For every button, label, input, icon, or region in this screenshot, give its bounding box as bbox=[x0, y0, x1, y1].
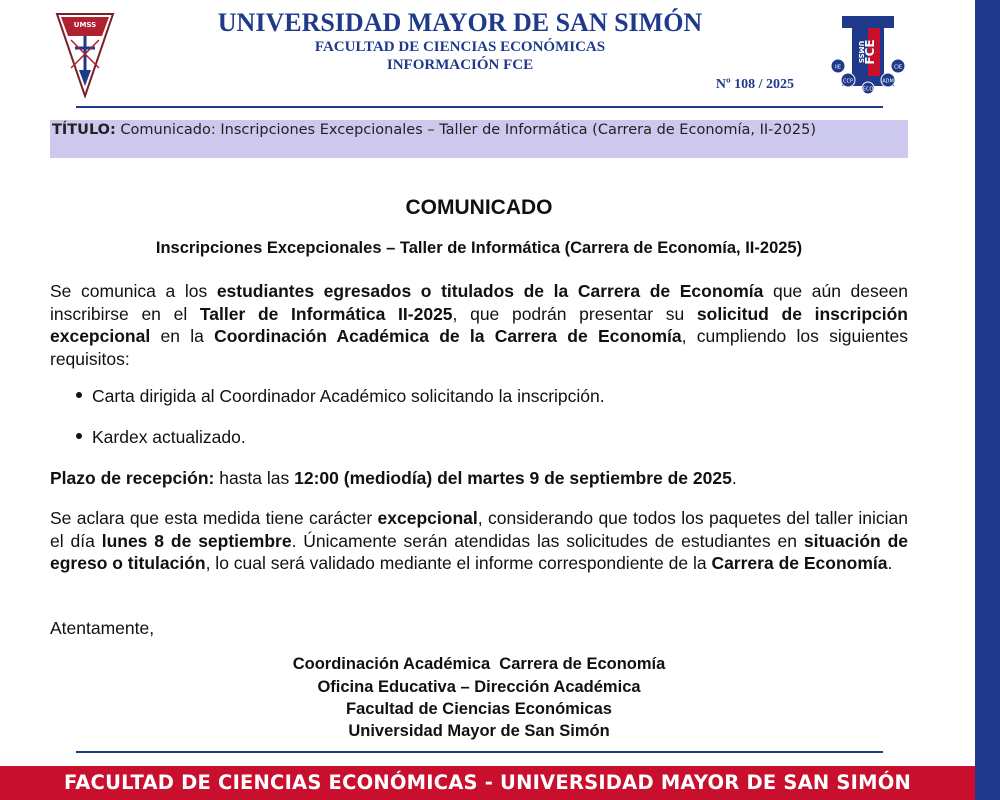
communique-subheading: Inscripciones Excepcionales – Taller de Informática (Carrera de Economía, II-2025) bbox=[155, 239, 803, 257]
header-divider bbox=[76, 106, 883, 108]
emphasis-text: Carrera de Economía bbox=[711, 553, 888, 573]
right-accent-bar bbox=[975, 0, 1000, 800]
title-label: TÍTULO: bbox=[52, 122, 116, 138]
signature-line: Facultad de Ciencias Económicas bbox=[346, 700, 612, 718]
fce-badge-3: CCP bbox=[843, 78, 853, 85]
fce-badge-5: ADM bbox=[882, 78, 894, 85]
body-text: Se comunica a los bbox=[50, 281, 217, 301]
body-text: en la bbox=[150, 326, 215, 346]
requirement-item bbox=[76, 427, 246, 448]
faculty-name: FACULTAD DE CIENCIAS ECONÓMICAS bbox=[314, 39, 606, 55]
fce-logo bbox=[828, 14, 908, 94]
requirement-item bbox=[76, 386, 605, 407]
university-name: UNIVERSIDAD MAYOR DE SAN SIMÓN bbox=[217, 8, 703, 37]
title-text: Comunicado: Inscripciones Excepcionales – Taller de Informática (Carrera de Economía, II-2025) bbox=[120, 122, 816, 138]
signature-line: Universidad Mayor de San Simón bbox=[348, 722, 610, 740]
footer-banner: FACULTAD DE CIENCIAS ECONÓMICAS - UNIVERSIDAD MAYOR DE SAN SIMÓN bbox=[0, 766, 975, 800]
emphasis-text: Plazo de recepción: bbox=[50, 468, 215, 488]
signature-line: Oficina Educativa – Dirección Académica bbox=[317, 678, 641, 696]
body-text: . bbox=[731, 468, 737, 488]
body-text: , considerando que todos los paquetes del taller inician el día bbox=[50, 508, 908, 551]
fce-logo-side-text: UMSS bbox=[857, 40, 865, 64]
requirement-text: Carta dirigida al Coordinador Académico solicitando la inscripción. bbox=[92, 386, 605, 406]
body-text: , cumpliendo los siguientes requisitos: bbox=[50, 326, 908, 369]
footer-divider bbox=[76, 751, 883, 753]
emphasis-text: lunes 8 de septiembre bbox=[101, 530, 292, 551]
umss-logo-text: UMSS bbox=[73, 21, 97, 29]
signature-line: Coordinación Académica Carrera de Economía bbox=[292, 655, 666, 673]
body-text: hasta las bbox=[214, 468, 295, 488]
info-label: INFORMACIÓN FCE bbox=[386, 57, 534, 73]
emphasis-text: estudiantes egresados o titulados de la Carrera de Economía bbox=[216, 281, 764, 301]
deadline-paragraph bbox=[50, 467, 908, 490]
fce-badge-2: CIE bbox=[893, 64, 903, 71]
body-text: , lo cual será validado mediante el informe correspondiente de la bbox=[205, 553, 712, 573]
bullet-icon bbox=[76, 433, 82, 439]
body-text: Se aclara que esta medida tiene carácter bbox=[50, 508, 378, 528]
fce-badge-1: IIE bbox=[834, 64, 842, 71]
emphasis-text: situación de egreso o titulación bbox=[50, 530, 908, 573]
fce-badge-4: ECO bbox=[862, 86, 874, 93]
umss-logo bbox=[55, 10, 115, 98]
emphasis-text: excepcional bbox=[377, 508, 478, 528]
bullet-icon bbox=[76, 392, 82, 398]
emphasis-text: Coordinación Académica de la Carrera de Economía bbox=[214, 326, 682, 346]
title-box bbox=[50, 120, 908, 158]
emphasis-text: 12:00 (mediodía) del martes 9 de septiembre de 2025 bbox=[294, 468, 732, 488]
fce-logo-text: FCE bbox=[863, 39, 877, 65]
body-text: que aún deseen inscribirse en el bbox=[50, 281, 908, 324]
intro-paragraph bbox=[50, 280, 908, 370]
bulletin-number: Nº 108 / 2025 bbox=[715, 77, 794, 92]
body-text: . Únicamente serán atendidas las solicitudes de estudiantes en bbox=[291, 530, 804, 551]
body-text: , que podrán presentar su bbox=[452, 303, 697, 324]
clarification-paragraph bbox=[50, 507, 908, 575]
body-text: . bbox=[887, 553, 893, 573]
emphasis-text: Taller de Informática II-2025 bbox=[199, 303, 453, 324]
closing-text: Atentamente, bbox=[50, 618, 155, 638]
emphasis-text: solicitud de inscripción excepcional bbox=[50, 303, 908, 346]
requirement-text: Kardex actualizado. bbox=[92, 427, 246, 447]
communique-heading: COMUNICADO bbox=[405, 196, 553, 219]
